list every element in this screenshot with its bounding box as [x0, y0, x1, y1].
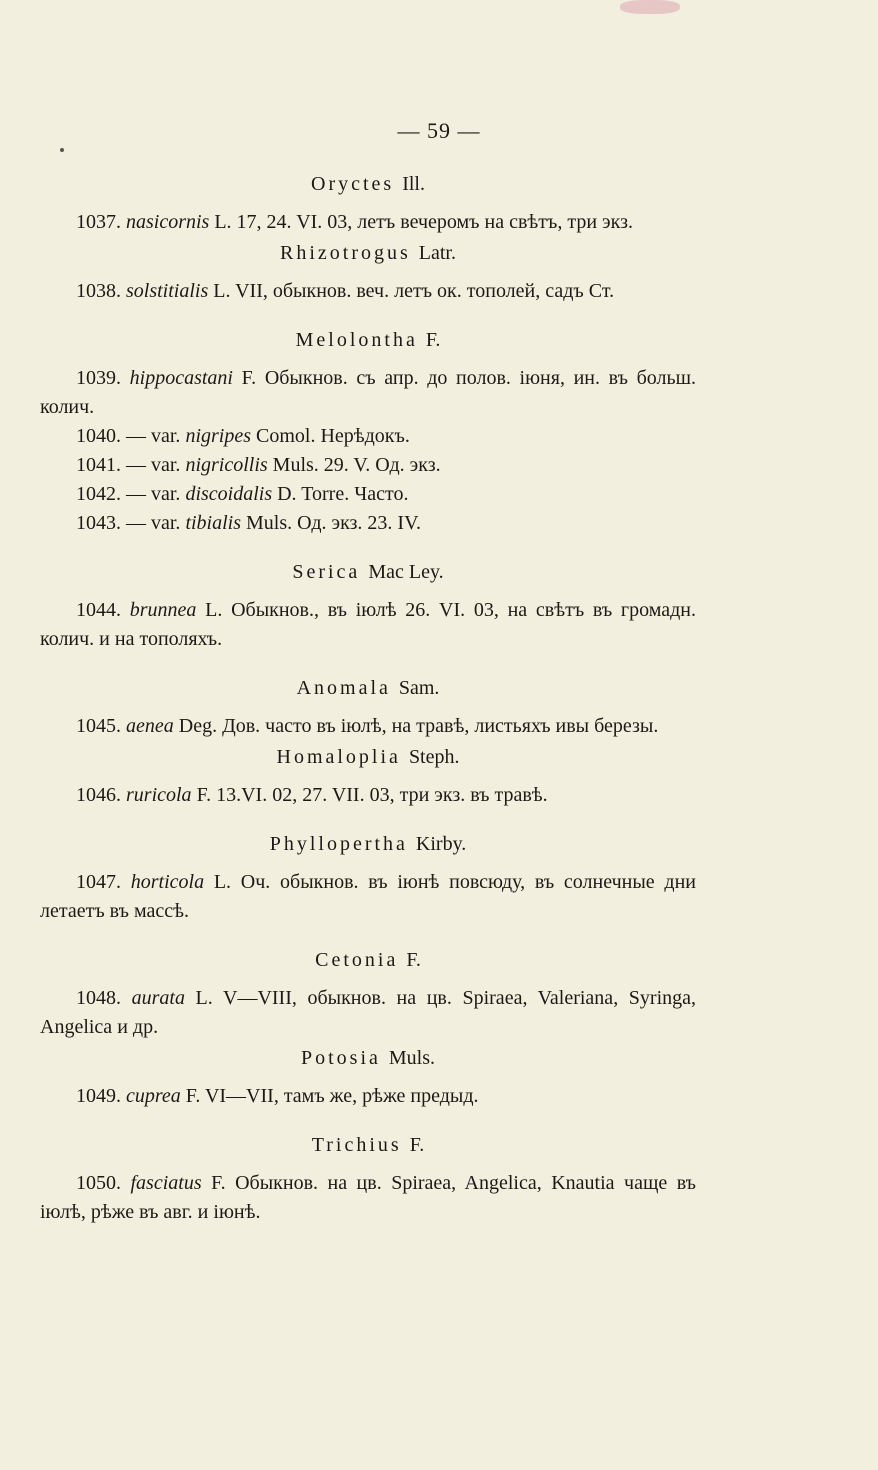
species-entry — [40, 596, 696, 654]
entry-text: Deg. Дов. часто въ іюлѣ, на травѣ, листьяхъ ивы березы. — [173, 715, 659, 737]
genus-heading — [40, 830, 696, 859]
entry-number: 1048. — [76, 987, 121, 1009]
entry-text: F. Обыкнов. на цв. Spiraea, Angelica, Knautia чаще въ іюлѣ, рѣже въ авг. и іюнѣ. — [40, 1172, 696, 1223]
genus-name: Serica — [292, 561, 369, 583]
species-name: fasciatus — [130, 1172, 202, 1194]
species-entry — [40, 277, 696, 306]
section-gap — [40, 926, 696, 946]
species-name: nasicornis — [126, 211, 210, 233]
genus-name: Anomala — [296, 677, 399, 699]
variety-prefix: — var. — [121, 454, 186, 476]
species-name: aurata — [131, 987, 185, 1009]
genus-heading — [40, 743, 696, 772]
genus-author: Muls. — [388, 1047, 436, 1069]
entry-number: 1041. — [76, 454, 121, 476]
species-entry — [40, 1169, 696, 1227]
genus-name: Phyllopertha — [269, 833, 416, 855]
genus-heading — [40, 558, 696, 587]
genus-heading — [40, 674, 696, 703]
entry-text: F. 13.VI. 02, 27. VII. 03, три экз. въ травѣ. — [191, 784, 548, 806]
species-entry — [40, 781, 696, 810]
genus-author: Ill. — [402, 173, 425, 195]
entry-text: F. Обыкнов. съ апр. до полов. іюня, ин. въ больш. колич. — [40, 367, 697, 418]
variety-prefix: — var. — [121, 512, 186, 534]
species-name: discoidalis — [185, 483, 273, 505]
genus-author: Mac Ley. — [368, 561, 444, 583]
entry-text: F. VI—VII, тамъ же, рѣже предыд. — [180, 1085, 479, 1107]
entry-text: Muls. 29. V. Од. экз. — [267, 454, 441, 476]
species-name: ruricola — [126, 784, 192, 806]
page-number: — 59 — — [397, 118, 481, 143]
entry-number: 1042. — [76, 483, 121, 505]
entry-text: Comol. Нерѣдокъ. — [251, 425, 410, 447]
genus-author: Steph. — [408, 746, 460, 768]
genus-author: F. — [425, 329, 441, 351]
entry-text: L. VII, обыкнов. веч. летъ ок. тополей, садъ Ст. — [208, 280, 615, 302]
genus-heading — [40, 239, 696, 268]
entry-number: 1039. — [76, 367, 121, 389]
variety-prefix: — var. — [121, 425, 186, 447]
genus-name: Oryctes — [311, 173, 403, 195]
entry-text: D. Torre. Часто. — [272, 483, 409, 505]
species-name: nigricollis — [185, 454, 268, 476]
genus-name: Melolontha — [295, 329, 426, 351]
genus-name: Rhizotrogus — [280, 242, 419, 264]
entry-number: 1046. — [76, 784, 121, 806]
genus-author: F. — [406, 949, 421, 971]
species-entry — [40, 208, 696, 237]
genus-author: Sam. — [398, 677, 440, 699]
genus-heading — [40, 946, 696, 975]
entry-text: L. V—VIII, обыкнов. на цв. Spiraea, Valeriana, Syringa, Angelica и др. — [40, 987, 697, 1038]
entry-number: 1038. — [76, 280, 121, 302]
entry-text: L. Оч. обыкнов. въ іюнѣ повсюду, въ солнечные дни летаетъ въ массѣ. — [40, 871, 696, 922]
entry-number: 1043. — [76, 512, 121, 534]
species-name: aenea — [126, 715, 174, 737]
species-entry — [40, 712, 696, 741]
genus-heading — [40, 170, 696, 199]
species-name: horticola — [130, 871, 205, 893]
species-name: nigripes — [185, 425, 251, 447]
genus-author: Kirby. — [415, 833, 467, 855]
variety-prefix: — var. — [121, 483, 186, 505]
genus-heading — [40, 1044, 696, 1073]
genus-author: F. — [409, 1134, 425, 1156]
page-content — [40, 170, 696, 1227]
species-entry — [40, 1082, 696, 1111]
species-entry — [40, 984, 696, 1042]
paper-stain — [620, 0, 680, 14]
genus-author: Latr. — [418, 242, 456, 264]
section-gap — [40, 654, 696, 674]
species-entry — [40, 422, 696, 451]
section-gap — [40, 306, 696, 326]
entry-number: 1037. — [76, 211, 121, 233]
entry-text: Muls. Од. экз. 23. IV. — [241, 512, 421, 534]
genus-name: Cetonia — [315, 949, 407, 971]
section-gap — [40, 810, 696, 830]
genus-heading — [40, 326, 696, 355]
genus-name: Homaloplia — [276, 746, 409, 768]
section-gap — [40, 538, 696, 558]
species-name: cuprea — [126, 1085, 181, 1107]
species-name: hippocastani — [129, 367, 233, 389]
entry-text: L. 17, 24. VI. 03, летъ вечеромъ на свѣтъ, три экз. — [209, 211, 633, 233]
section-gap — [40, 1111, 696, 1131]
entry-number: 1044. — [76, 599, 121, 621]
species-entry — [40, 868, 696, 926]
entry-number: 1050. — [76, 1172, 121, 1194]
species-entry — [40, 451, 696, 480]
species-entry — [40, 509, 696, 538]
entry-number: 1047. — [76, 871, 121, 893]
species-name: tibialis — [185, 512, 242, 534]
entry-number: 1049. — [76, 1085, 121, 1107]
species-entry — [40, 480, 696, 509]
entry-text: L. Обыкнов., въ іюлѣ 26. VI. 03, на свѣтъ въ громадн. колич. и на тополяхъ. — [40, 599, 697, 650]
ink-dot — [60, 148, 64, 152]
species-name: brunnea — [129, 599, 197, 621]
entry-number: 1045. — [76, 715, 121, 737]
genus-name: Potosia — [300, 1047, 389, 1069]
species-entry — [40, 364, 696, 422]
genus-heading — [40, 1131, 696, 1160]
entry-number: 1040. — [76, 425, 121, 447]
species-name: solstitialis — [126, 280, 209, 302]
genus-name: Trichius — [311, 1134, 410, 1156]
